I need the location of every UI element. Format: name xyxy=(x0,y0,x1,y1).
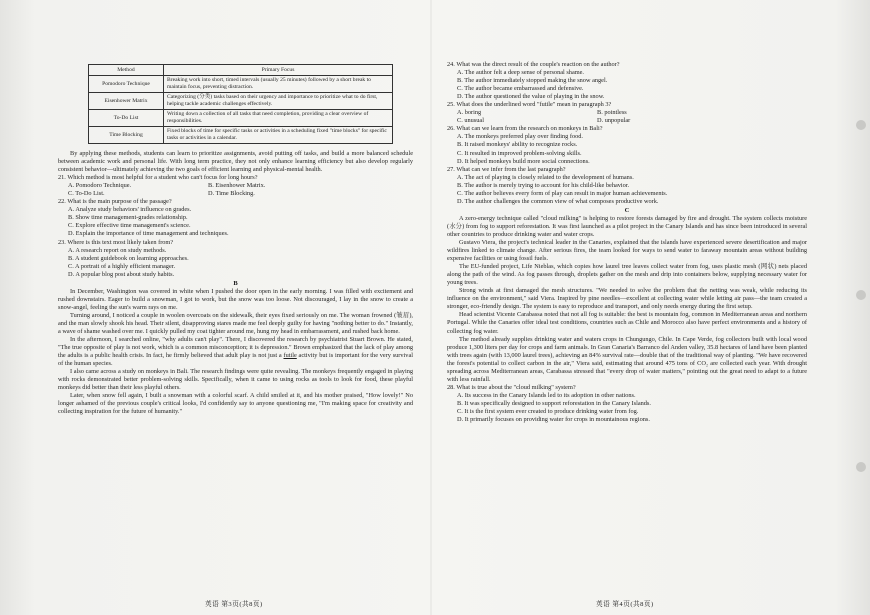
option-26d[interactable]: D. It helped monkeys build more social connections. xyxy=(457,157,590,165)
option-23c[interactable]: C. A portrait of a highly efficient manager. xyxy=(68,262,176,270)
option-25b[interactable]: B. pointless xyxy=(597,109,627,117)
option-24b[interactable]: B. The author immediately stopped making the snow angel. xyxy=(457,77,608,85)
option-28b[interactable]: B. It was specifically designed to support reforestation in the Canary Islands. xyxy=(457,399,651,407)
options-row xyxy=(68,182,413,190)
paragraph-3-text: In the afternoon, I searched online, "why adults can't play". There, I discovered the research by psychiatrist Stuart Brown. He stated, "The true opposite of play is not work, which is a common misconception; it is depression." Brown emphasized that the lack of play among the adults is a public health crisis. In fact, he firmly believed that adult play is not just a xyxy=(58,336,413,360)
passage-c-paragraph-5: Head scientist Vicente Carabassa noted that not all fog is suitable: the best is mountain fog, common in Mediterranean areas and northern Portugal. While the Canaries offer ideal test conditions, countries such as Chile and Morocco also have perfect environments and a history of collecting fog water. xyxy=(447,311,807,335)
question-24: 24. What was the direct result of the couple's reaction on the author? xyxy=(447,61,620,68)
option-23a[interactable]: A. A research report on study methods. xyxy=(68,246,167,254)
option-23d[interactable]: D. A popular blog post about study habits. xyxy=(68,270,175,278)
option-27b[interactable]: B. The author is merely trying to account for his child-like behavior. xyxy=(457,181,630,189)
table-row xyxy=(89,76,393,93)
binder-hole xyxy=(856,120,866,130)
methods-table xyxy=(88,64,393,144)
question-22: 22. What is the main purpose of the passage? xyxy=(58,198,172,206)
option-22b[interactable]: B. Show time management-grades relationship. xyxy=(68,214,188,222)
passage-b-paragraph-1: In December, Washington was covered in white when I pushed the door open in the early morning. I was filled with excitement and rushed downstairs. Eager to build a snowman, I got to work, but the snow was too loose. Not discouraged, I lay in the snow to create a snow-angel, feeling the sun's warm rays on me. xyxy=(58,287,413,311)
page-fold xyxy=(430,0,432,615)
binder-hole xyxy=(856,462,866,472)
option-27d[interactable]: D. The author challenges the common view of what composes productive work. xyxy=(457,197,659,205)
table-row xyxy=(89,93,393,110)
option-21a[interactable]: A. Pomodoro Technique. xyxy=(68,182,132,190)
section-b-heading: B xyxy=(233,279,238,287)
question-21: 21. Which method is most helpful for a student who can't focus for long hours? xyxy=(58,174,258,182)
options-row xyxy=(457,109,807,117)
table-cell-method: Eisenhower Matrix xyxy=(89,93,164,110)
paragraph-3-text: activity but is important for the very survival of the human species. xyxy=(58,352,413,368)
table-cell-focus: Categorizing (分类) tasks based on their urgency and importance to prioritize what to do first, helping tackle academic challenges effectively. xyxy=(164,93,393,110)
option-26b[interactable]: B. It raised monkeys' ability to recognize rocks. xyxy=(457,141,578,149)
option-21d[interactable]: D. Time Blocking. xyxy=(208,190,255,198)
passage-c-paragraph-1: A zero-energy technique called "cloud milking" is helping to restore forests damaged by fire and drought. The system collects moisture (水分) from fog to support reforestation. It was first launched as a pilot project in the Canary Islands and has since been introduced in several other countries to produce drinking water and water crops. xyxy=(447,214,807,238)
option-22c[interactable]: C. Explore effective time management's science. xyxy=(68,222,191,230)
option-22a[interactable]: A. Analyze study behaviors' influence on grades. xyxy=(68,206,192,214)
table-cell-focus: Writing down a collection of all tasks that need completion, providing a clear overview of responsibilities. xyxy=(164,110,393,127)
passage-c-paragraph-2: Gustavo Viera, the project's technical leader in the Canaries, explained that the islands have experienced severe desertification and major wildfires linked to climate change. After serious fires, the team looked for ways to send water to faraway mountain areas without building expensive facilities or using fossil fuels. xyxy=(447,238,807,263)
option-23b[interactable]: B. A student guidebook on learning approaches. xyxy=(68,254,189,262)
option-24c[interactable]: C. The author became embarrassed and defensive. xyxy=(457,85,584,93)
table-cell-focus: Fixed blocks of time for specific tasks or activities in a scheduling fixed "time blocks" for specific tasks or activities in a calendar. xyxy=(164,127,393,144)
passage-c-paragraph-4: Strong winds at first damaged the mesh structures. "We needed to solve the problem that the netting was weak, while reducing its influence on the environment," said Viera. Inspired by pine needles—excellent at collecting water while letting air pass—the team created a stronger, eco-friendly design. The system is easy to reproduce and transport, and only needs energy during the first setup. xyxy=(447,287,807,311)
question-28: 28. What is true about the "cloud milking" system? xyxy=(447,383,576,391)
underlined-word-futile: futile xyxy=(283,352,297,360)
option-24a[interactable]: A. The author felt a deep sense of personal shame. xyxy=(457,69,585,77)
passage-b-paragraph-2: Turning around, I noticed a couple in woolen overcoats on the sidewalk, their eyes fixed seriously on me. The woman frowned (皱眉), and the man slowly shook his head. Their silent, disapproving stares made me feel deeply guilty for having "nothing better to do." Instantly, a wave of shame washed over me. I quickly pulled my coat tighter around me, hung my head in embarrassment, and rushed back home. xyxy=(58,311,413,335)
option-28c[interactable]: C. It is the first system ever created to produce drinking water from fog. xyxy=(457,407,639,415)
table-cell-method: Time Blocking xyxy=(89,127,164,144)
page-footer-right: 英语 第4页(共8页) xyxy=(596,601,654,608)
table-header: Method xyxy=(89,65,164,76)
question-23: 23. Where is this text most likely taken from? xyxy=(58,238,174,246)
left-page xyxy=(58,60,413,417)
table-cell-method: To-Do List xyxy=(89,110,164,127)
table-header: Primary Focus xyxy=(164,65,393,76)
option-22d[interactable]: D. Explain the importance of time management and techniques. xyxy=(68,230,229,238)
option-24d[interactable]: D. The author questioned the value of playing in the snow. xyxy=(457,93,605,101)
question-26: 26. What can we learn from the research on monkeys in Bali? xyxy=(447,125,603,133)
options-row xyxy=(68,190,413,198)
options-row xyxy=(457,117,807,125)
option-26c[interactable]: C. It resulted in improved problem-solving skills. xyxy=(457,149,582,157)
passage-a-conclusion: By applying these methods, students can learn to prioritize assignments, avoid putting off tasks, and build a more balanced schedule between academic work and personal life. With long term practice, they not only enhance learning efficiency but also develop regularly consistent behavior—ultimately achieving the two goals of efficient learning and physical-mental health. xyxy=(58,150,413,174)
page-footer-left: 英语 第3页(共8页) xyxy=(205,601,263,608)
option-28d[interactable]: D. It primarily focuses on providing water for crops in mountainous regions. xyxy=(457,416,650,424)
binder-hole xyxy=(856,290,866,300)
table-cell-focus: Breaking work into short, timed intervals (usually 25 minutes) followed by a short break to maintain focus, preventing distraction. xyxy=(164,76,393,93)
option-28a[interactable]: A. Its success in the Canary Islands led to its adoption in other nations. xyxy=(457,391,636,399)
option-25a[interactable]: A. boring xyxy=(457,109,482,117)
passage-b-paragraph-4: I also came across a study on monkeys in Bali. The research findings were quite revealing. The monkeys frequently engaged in playing with rocks demonstrated better problem-solving skills. Specifically, when it came to using rocks as tools to look for food, these playful monkeys did better than their less playful others. xyxy=(58,368,413,392)
option-21c[interactable]: C. To-Do List. xyxy=(68,190,105,198)
option-27a[interactable]: A. The act of playing is closely related to the development of humans. xyxy=(457,173,634,181)
table-header-row xyxy=(89,65,393,76)
section-c-heading: C xyxy=(624,206,630,214)
option-27c[interactable]: C. The author believes every form of play can result in major human achievements. xyxy=(457,189,668,197)
passage-c-paragraph-6: The method already supplies drinking water and waters crops in Chungungo, Chile. In Cape Verde, fog collectors built with local wood produce 1,300 liters per day for crops and farm animals. In Gran Canaria's Barranco del Anden valley, 35.8 hectares of land have been planted with trees again (with 13,000 laurel trees), achieving an 84% survival rate—double that of the traditional way of planting. "We have recovered the forest's potential to collect carbon in the air," Viera said, estimating that around 475 tons of CO₂ are collected each year. With drought spreading across Mediterranean areas, Carabassa stressed that "every drop of water matters," pointing out the great need to adapt to a future with less rainfall. xyxy=(447,335,807,383)
option-25c[interactable]: C. unusual xyxy=(457,117,484,125)
option-26a[interactable]: A. The monkeys preferred play over finding food. xyxy=(457,133,583,141)
right-page xyxy=(447,61,807,424)
option-25d[interactable]: D. unpopular xyxy=(597,117,631,125)
table-cell-method: Pomodoro Technique xyxy=(89,76,164,93)
passage-b-paragraph-3 xyxy=(58,336,413,368)
passage-b-paragraph-5: Later, when snow fell again, I built a snowman with a colorful scarf. A child smiled at it, and his mother praised, "How lovely!" No longer ashamed of the previous couple's critical looks, I'd confidently say to anyone questioning me, "I'm making space for creativity and collecting inspiration for the future of humanity." xyxy=(58,392,413,416)
question-25: 25. What does the underlined word "futile" mean in paragraph 3? xyxy=(447,101,612,109)
question-27: 27. What can we infer from the last paragraph? xyxy=(447,165,566,173)
option-21b[interactable]: B. Eisenhower Matrix. xyxy=(208,182,266,190)
passage-c-paragraph-3: The EU-funded project, Life Nieblas, which copies how laurel tree leaves collect water from fog, uses plastic mesh (网状) nets placed along the path of the wind. As fog passes through, droplets gather on the mesh and drip into containers below, supplying necessary water for young trees. xyxy=(447,263,807,287)
table-row xyxy=(89,127,393,144)
table-row xyxy=(89,110,393,127)
